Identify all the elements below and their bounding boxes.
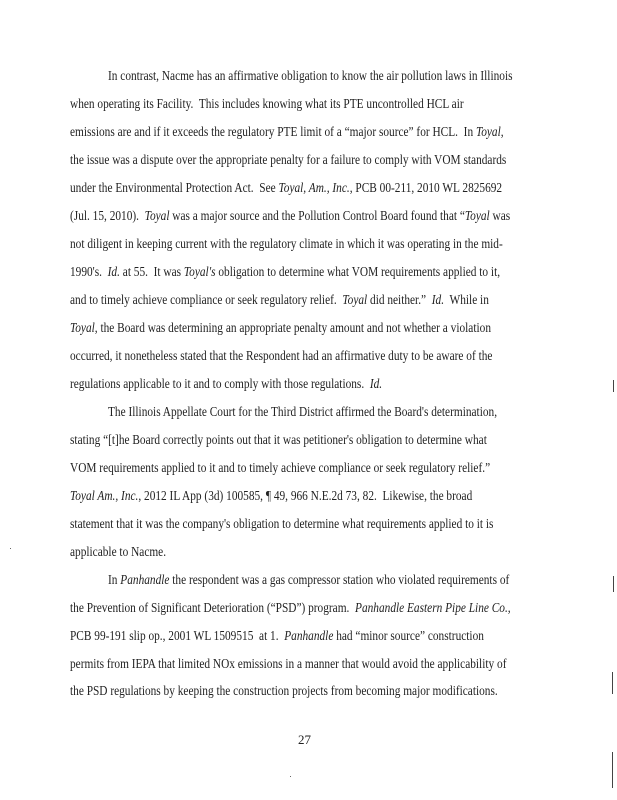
text-line — [70, 180, 502, 196]
text-segment: the PSD regulations by keeping the construction projects from becoming major modifications. — [70, 683, 498, 698]
text-segment: , PCB 00-211, 2010 WL 2825692 — [349, 180, 503, 195]
citation-italic: Id. — [369, 376, 383, 391]
text-line — [70, 488, 472, 504]
text-segment: occurred, it nonetheless stated that the Respondent had an affirmative duty to be aware of the — [70, 348, 493, 363]
citation-italic: Toyal, Am., Inc. — [278, 180, 350, 195]
text-segment: under the Environmental Protection Act. See — [70, 180, 279, 195]
text-segment: applicable to Nacme. — [70, 544, 167, 559]
text-line — [108, 404, 497, 420]
citation-italic: Panhandle Eastern Pipe Line Co., — [355, 600, 511, 615]
text-segment: statement that it was the company's obligation to determine what requirements applied to it is — [70, 516, 494, 531]
text-segment: obligation to determine what VOM requirements applied to it, — [215, 264, 501, 279]
text-line — [70, 432, 487, 448]
text-segment: the Prevention of Significant Deterioration (“PSD”) program. — [70, 600, 356, 615]
text-line — [70, 236, 503, 252]
citation-italic: Toyal Am., Inc. — [70, 488, 139, 503]
text-segment: did neither.” — [367, 292, 432, 307]
text-line — [70, 628, 484, 644]
text-segment: not diligent in keeping current with the regulatory climate in which it was operating in the mid- — [70, 236, 503, 251]
text-line — [70, 460, 490, 476]
page-number: 27 — [298, 732, 311, 747]
text-segment: had “minor source” construction — [333, 628, 484, 643]
margin-mark — [613, 576, 614, 592]
text-segment: The Illinois Appellate Court for the Third District affirmed the Board's determination, — [108, 404, 498, 419]
text-segment: (Jul. 15, 2010). — [70, 208, 145, 223]
text-segment: In contrast, Nacme has an affirmative obligation to know the air pollution laws in Illinois — [108, 68, 513, 83]
text-line — [108, 68, 513, 84]
citation-italic: Toyal — [70, 320, 95, 335]
text-line — [70, 544, 166, 560]
text-segment: , — [500, 124, 504, 139]
margin-mark — [613, 380, 614, 392]
citation-italic: Panhandle — [284, 628, 334, 643]
scan-speck — [290, 776, 291, 777]
text-line — [70, 376, 382, 392]
text-segment: , 2012 IL App (3d) 100585, ¶ 49, 966 N.E.2d 73, 82. Likewise, the broad — [138, 488, 473, 503]
text-line — [70, 208, 510, 224]
text-segment: emissions are and if it exceeds the regulatory PTE limit of a “major source” for HCL. In — [70, 124, 476, 139]
citation-italic: Toyal — [475, 124, 501, 139]
text-segment: 1990's. — [70, 264, 108, 279]
text-segment: While in — [444, 292, 489, 307]
text-line — [70, 683, 498, 699]
text-segment: PCB 99-191 slip op., 2001 WL 1509515 at 1. — [70, 628, 285, 643]
text-line — [70, 292, 489, 308]
citation-italic: Toyal's — [183, 264, 216, 279]
text-segment: permits from IEPA that limited NOx emissions in a manner that would avoid the applicability of — [70, 656, 507, 671]
text-segment: In — [108, 572, 121, 587]
text-segment: was a major source and the Pollution Control Board found that “ — [169, 208, 465, 223]
text-line — [70, 348, 492, 364]
text-line — [70, 656, 506, 672]
citation-italic: Toyal — [144, 208, 170, 223]
text-segment: at 55. It was — [119, 264, 184, 279]
text-line — [70, 320, 491, 336]
text-segment: the respondent was a gas compressor station who violated requirements of — [169, 572, 510, 587]
citation-italic: Id. — [107, 264, 120, 279]
text-line — [70, 96, 464, 112]
text-segment: , the Board was determining an appropriate penalty amount and not whether a violation — [94, 320, 491, 335]
text-segment: and to timely achieve compliance or seek regulatory relief. — [70, 292, 343, 307]
text-segment: VOM requirements applied to it and to timely achieve compliance or seek regulatory relief.” — [70, 460, 491, 475]
citation-italic: Toyal — [342, 292, 368, 307]
citation-italic: Toyal — [464, 208, 490, 223]
text-segment: regulations applicable to it and to comply with those regulations. — [70, 376, 370, 391]
citation-italic: Id. — [431, 292, 445, 307]
text-segment: the issue was a dispute over the appropriate penalty for a failure to comply with VOM standards — [70, 152, 507, 167]
text-line — [70, 264, 500, 280]
citation-italic: Panhandle — [120, 572, 170, 587]
text-line — [108, 572, 509, 588]
margin-mark — [612, 752, 613, 788]
text-line — [70, 124, 504, 140]
text-line — [70, 600, 511, 616]
scan-speck — [10, 548, 11, 549]
text-segment: when operating its Facility. This includes knowing what its PTE uncontrolled HCL air — [70, 96, 464, 111]
text-segment: was — [489, 208, 511, 223]
text-line — [70, 152, 506, 168]
text-line — [70, 516, 493, 532]
margin-mark — [612, 672, 613, 694]
text-segment: stating “[t]he Board correctly points out that it was petitioner's obligation to determine what — [70, 432, 487, 447]
